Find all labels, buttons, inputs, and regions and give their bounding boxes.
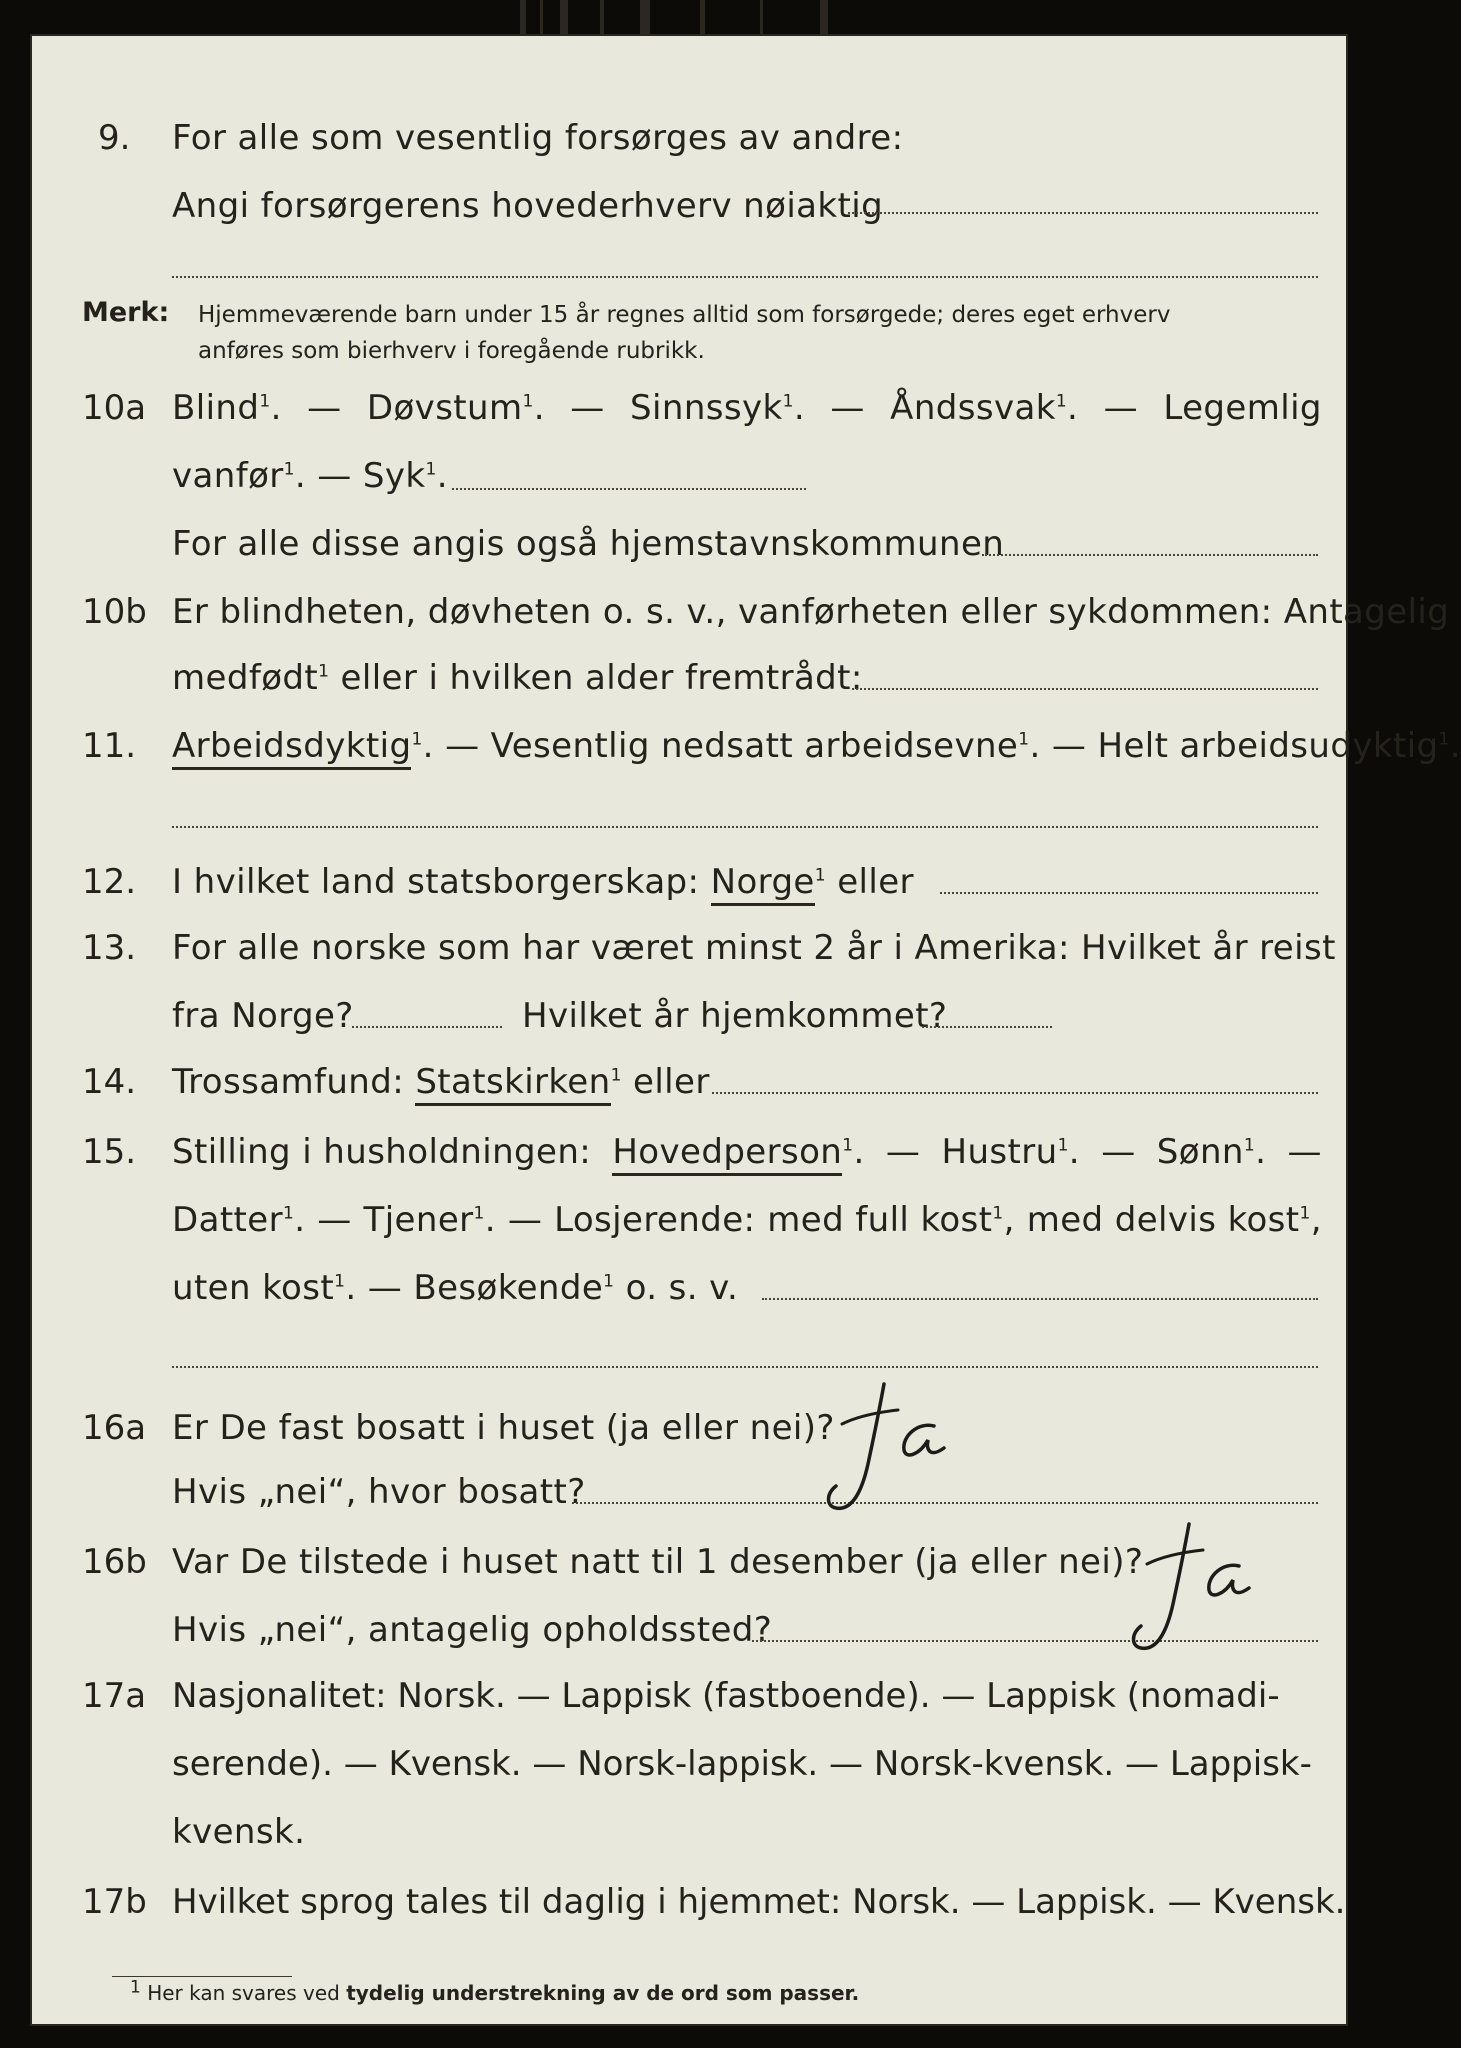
q16a-line2: Hvis „nei“, hvor bosatt? <box>172 1472 586 1512</box>
q12-norge: Norge <box>711 862 815 906</box>
q9-line2: Angi forsørgerens hovederhverv nøiaktig <box>172 186 884 226</box>
q17a-number: 17a <box>82 1676 147 1716</box>
q11-line: Arbeidsdyktig$^1$. — Vesentlig nedsatt arbeidsevne$^1$. — Helt arbeidsudyktig$^1$. <box>172 726 1461 766</box>
q10a-line1: Blind$^1$. — Døvstum$^1$. — Sinnssyk$^1$. — Åndssvak$^1$. — Legemlig <box>172 388 1322 428</box>
q10a-hjemstavn-line <box>982 554 1318 556</box>
q10b-line2: medfødt$^1$ eller i hvilken alder fremtrådt: <box>172 658 863 698</box>
q10a-syk-line <box>452 488 806 490</box>
q11-number: 11. <box>82 726 137 766</box>
q11-arbeidsdyktig: Arbeidsdyktig <box>172 726 411 770</box>
q9-line1: For alle som vesentlig forsørges av andre: <box>172 118 904 158</box>
q17a-line3: kvensk. <box>172 1812 306 1852</box>
q10a-legemlig: Legemlig <box>1163 388 1322 428</box>
q10a-line3: For alle disse angis også hjemstavnskommunen <box>172 524 1005 564</box>
q16b-line2: Hvis „nei“, antagelig opholdssted? <box>172 1610 773 1650</box>
q10a-andssvak: Åndssvak <box>890 388 1056 428</box>
q13-fra: fra Norge? <box>172 996 354 1036</box>
scan-top-edge <box>0 0 1380 34</box>
q17a-line2: serende). — Kvensk. — Norsk-lappisk. — Norsk-kvensk. — Lappisk- <box>172 1744 1312 1784</box>
q15-number: 15. <box>82 1132 137 1172</box>
q15-line3: uten kost$^1$. — Besøkende$^1$ o. s. v. <box>172 1268 739 1308</box>
q9-answer-line2 <box>172 276 1318 278</box>
q11-answer-line <box>172 826 1318 828</box>
q14-answer-line <box>712 1092 1318 1094</box>
q13-fra-line <box>352 1026 502 1028</box>
q10a-vanfor: vanfør <box>172 456 284 496</box>
q12-line: I hvilket land statsborgerskap: Norge$^1$ eller <box>172 862 914 902</box>
q12-answer-line <box>940 892 1318 894</box>
q9-number: 9. <box>98 118 131 158</box>
q14-line: Trossamfund: Statskirken$^1$ eller <box>172 1062 710 1102</box>
footnote-bold: tydelig understrekning av de ord som passer. <box>346 1981 860 2005</box>
q12-number: 12. <box>82 862 137 902</box>
q13-number: 13. <box>82 928 137 968</box>
merk-line2: anføres som bierhverv i foregående rubrikk. <box>198 338 705 364</box>
q15-answer-line <box>762 1298 1318 1300</box>
q14-statskirken: Statskirken <box>415 1062 610 1106</box>
q10b-number: 10b <box>82 592 147 632</box>
q10a-line2: vanfør$^1$. — Syk$^1$. <box>172 456 448 496</box>
q16b-number: 16b <box>82 1542 147 1582</box>
q16b-line1: Var De tilstede i huset natt til 1 desember (ja eller nei)? <box>172 1542 1144 1582</box>
q10b-answer-line <box>852 688 1318 690</box>
q15-answer-line2 <box>172 1366 1318 1368</box>
q15-line1: Stilling i husholdningen: Hovedperson$^1$. — Hustru$^1$. — Sønn$^1$. — <box>172 1132 1322 1172</box>
q16a-handwritten-ja <box>822 1376 982 1526</box>
q16b-handwritten-ja <box>1127 1516 1287 1666</box>
q9-answer-line <box>848 212 1318 214</box>
q15-hovedperson: Hovedperson <box>612 1132 842 1176</box>
q15-line2: Datter$^1$. — Tjener$^1$. — Losjerende: med full kost$^1$, med delvis kost$^1$, <box>172 1200 1322 1240</box>
q17b-line1: Hvilket sprog tales til daglig i hjemmet: Norsk. — Lappisk. — Kvensk. <box>172 1882 1346 1922</box>
q16a-line1: Er De fast bosatt i huset (ja eller nei)? <box>172 1408 835 1448</box>
q13-line1: For alle norske som har været minst 2 år i Amerika: Hvilket år reist <box>172 928 1336 968</box>
q10a-blind: Blind <box>172 388 260 428</box>
merk-label: Merk: <box>82 297 170 328</box>
q10b-medfodt: medfødt <box>172 658 319 698</box>
footnote: $^1$ Her kan svares ved tydelig understrekning av de ord som passer. <box>130 1977 860 2005</box>
q13-hjem: Hvilket år hjemkommet? <box>522 996 948 1036</box>
q10a-sinnssyk: Sinnssyk <box>630 388 783 428</box>
q10b-line1: Er blindheten, døvheten o. s. v., vanførheten eller sykdommen: Antagelig <box>172 592 1450 632</box>
merk-line1: Hjemmeværende barn under 15 år regnes alltid som forsørgede; deres eget erhverv <box>198 302 1171 328</box>
q16a-number: 16a <box>82 1408 147 1448</box>
q10a-dovstum: Døvstum <box>366 388 523 428</box>
q10a-number: 10a <box>82 388 147 428</box>
q13-hjem-line <box>922 1026 1052 1028</box>
q10a-syk: Syk <box>362 456 426 496</box>
q17a-line1: Nasjonalitet: Norsk. — Lappisk (fastboende). — Lappisk (nomadi- <box>172 1676 1280 1716</box>
q14-number: 14. <box>82 1062 137 1102</box>
q17b-number: 17b <box>82 1882 147 1922</box>
census-form-page <box>30 34 1461 2026</box>
